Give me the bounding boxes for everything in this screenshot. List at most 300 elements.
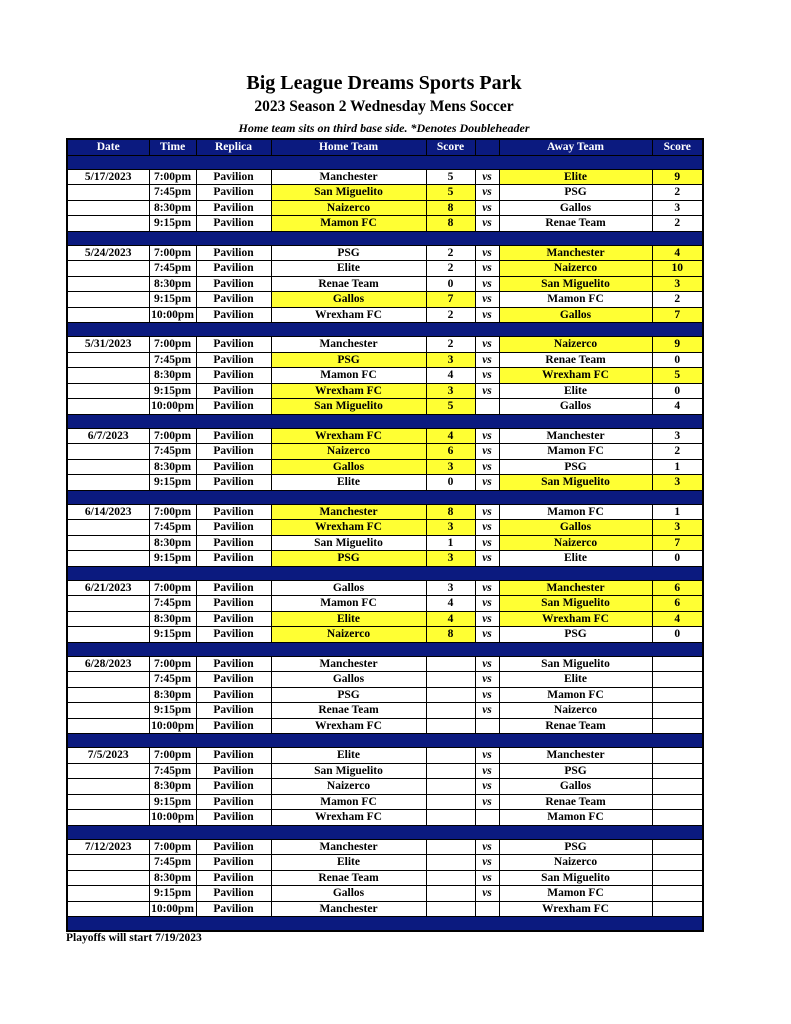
home-score [426,886,475,902]
versus-label: vs [475,870,499,886]
game-row [67,672,703,688]
separator-cell [499,734,652,748]
versus-label: vs [475,535,499,551]
separator-cell [652,917,703,932]
game-date [67,459,149,475]
away-team: Elite [499,383,652,399]
page-title: Big League Dreams Sports Park [246,72,522,94]
versus-label: vs [475,444,499,460]
home-team: PSG [271,352,426,368]
game-date [67,444,149,460]
away-score [652,901,703,917]
game-date [67,292,149,308]
versus-label: vs [475,520,499,536]
versus-label: vs [475,428,499,444]
separator-cell [652,231,703,245]
separator-cell [499,231,652,245]
game-field: Pavilion [196,504,271,520]
away-team: San Miguelito [499,656,652,672]
separator-cell [196,825,271,839]
game-date: 6/14/2023 [67,504,149,520]
game-row [67,656,703,672]
versus-label [475,399,499,415]
game-date [67,687,149,703]
game-time: 8:30pm [149,687,196,703]
game-date [67,383,149,399]
game-field: Pavilion [196,428,271,444]
separator-cell [652,490,703,504]
home-team: Wrexham FC [271,718,426,734]
away-score: 3 [652,520,703,536]
away-score: 5 [652,368,703,384]
game-row [67,718,703,734]
game-field: Pavilion [196,886,271,902]
game-date: 5/24/2023 [67,245,149,261]
game-time: 9:15pm [149,794,196,810]
game-field: Pavilion [196,596,271,612]
game-field: Pavilion [196,718,271,734]
away-team: Gallos [499,779,652,795]
home-score: 4 [426,368,475,384]
game-time: 8:30pm [149,200,196,216]
away-team: San Miguelito [499,475,652,491]
versus-label: vs [475,292,499,308]
home-team: San Miguelito [271,535,426,551]
home-score: 3 [426,352,475,368]
home-score: 5 [426,169,475,185]
home-team: San Miguelito [271,185,426,201]
game-date [67,611,149,627]
away-team: Manchester [499,428,652,444]
separator-cell [499,490,652,504]
week-separator [67,231,703,245]
home-score: 0 [426,276,475,292]
versus-label: vs [475,185,499,201]
separator-cell [426,825,475,839]
home-score: 8 [426,200,475,216]
home-team: Mamon FC [271,368,426,384]
game-time: 10:00pm [149,399,196,415]
versus-label: vs [475,886,499,902]
away-score [652,839,703,855]
home-team: Elite [271,261,426,277]
versus-label [475,810,499,826]
game-field: Pavilion [196,185,271,201]
game-date: 6/21/2023 [67,580,149,596]
game-row [67,337,703,353]
home-score: 4 [426,611,475,627]
versus-label: vs [475,352,499,368]
game-time: 7:00pm [149,839,196,855]
game-row [67,352,703,368]
game-date [67,627,149,643]
versus-label: vs [475,839,499,855]
away-team: Mamon FC [499,292,652,308]
game-field: Pavilion [196,352,271,368]
versus-label: vs [475,596,499,612]
game-time: 7:45pm [149,352,196,368]
game-row [67,475,703,491]
game-date [67,794,149,810]
game-time: 8:30pm [149,870,196,886]
week-separator [67,642,703,656]
header-vs [475,139,499,155]
game-field: Pavilion [196,292,271,308]
away-score: 4 [652,245,703,261]
game-field: Pavilion [196,444,271,460]
game-row [67,444,703,460]
separator-cell [652,414,703,428]
versus-label: vs [475,611,499,627]
game-time: 7:45pm [149,596,196,612]
away-score [652,870,703,886]
game-field: Pavilion [196,216,271,232]
away-score: 10 [652,261,703,277]
game-date [67,352,149,368]
away-team: Manchester [499,245,652,261]
game-row [67,368,703,384]
game-row [67,535,703,551]
game-field: Pavilion [196,535,271,551]
away-team: Mamon FC [499,810,652,826]
away-score: 1 [652,504,703,520]
home-team: Renae Team [271,703,426,719]
game-field: Pavilion [196,810,271,826]
versus-label: vs [475,672,499,688]
away-score: 2 [652,292,703,308]
home-team: Gallos [271,672,426,688]
game-field: Pavilion [196,627,271,643]
away-score: 9 [652,337,703,353]
separator-cell [271,566,426,580]
game-row [67,886,703,902]
away-score: 2 [652,185,703,201]
schedule-table [66,138,704,932]
away-team: PSG [499,763,652,779]
game-date [67,870,149,886]
home-team: PSG [271,245,426,261]
versus-label: vs [475,580,499,596]
game-time: 9:15pm [149,292,196,308]
home-score: 2 [426,261,475,277]
separator-cell [149,642,196,656]
separator-cell [196,323,271,337]
game-row [67,520,703,536]
separator-cell [475,825,499,839]
game-time: 9:15pm [149,551,196,567]
away-score [652,763,703,779]
versus-label: vs [475,337,499,353]
game-field: Pavilion [196,779,271,795]
game-field: Pavilion [196,748,271,764]
game-row [67,779,703,795]
game-time: 7:00pm [149,428,196,444]
away-score: 3 [652,200,703,216]
separator-cell [196,734,271,748]
separator-cell [149,323,196,337]
separator-cell [652,642,703,656]
away-team: PSG [499,185,652,201]
game-field: Pavilion [196,245,271,261]
game-row [67,810,703,826]
away-team: Renae Team [499,794,652,810]
game-field: Pavilion [196,839,271,855]
away-score: 3 [652,475,703,491]
home-score [426,901,475,917]
away-team: Renae Team [499,216,652,232]
home-score: 5 [426,185,475,201]
game-field: Pavilion [196,611,271,627]
game-row [67,292,703,308]
separator-cell [67,155,149,169]
game-date [67,551,149,567]
game-time: 8:30pm [149,368,196,384]
separator-cell [499,825,652,839]
game-date [67,261,149,277]
away-score: 3 [652,276,703,292]
home-team: Wrexham FC [271,428,426,444]
away-score: 3 [652,428,703,444]
game-time: 7:00pm [149,169,196,185]
game-time: 7:00pm [149,245,196,261]
home-score: 5 [426,399,475,415]
home-team: Gallos [271,886,426,902]
separator-cell [499,155,652,169]
away-team: San Miguelito [499,596,652,612]
game-field: Pavilion [196,261,271,277]
home-team: Naizerco [271,200,426,216]
game-field: Pavilion [196,337,271,353]
game-row [67,399,703,415]
game-time: 9:15pm [149,383,196,399]
away-score: 6 [652,596,703,612]
game-field: Pavilion [196,763,271,779]
game-row [67,627,703,643]
away-team: PSG [499,839,652,855]
home-team: San Miguelito [271,763,426,779]
home-team: Gallos [271,459,426,475]
game-time: 7:00pm [149,748,196,764]
away-team: Wrexham FC [499,368,652,384]
away-score: 6 [652,580,703,596]
header-row [67,139,703,155]
away-score: 0 [652,383,703,399]
game-field: Pavilion [196,200,271,216]
versus-label: vs [475,855,499,871]
game-date [67,672,149,688]
separator-cell [652,734,703,748]
home-score [426,870,475,886]
separator-cell [652,825,703,839]
game-date [67,901,149,917]
game-field: Pavilion [196,901,271,917]
game-row [67,839,703,855]
home-team: Naizerco [271,627,426,643]
game-date: 6/28/2023 [67,656,149,672]
game-date [67,475,149,491]
home-team: Wrexham FC [271,810,426,826]
away-team: Mamon FC [499,444,652,460]
home-team: Elite [271,855,426,871]
separator-cell [426,231,475,245]
versus-label: vs [475,169,499,185]
game-date [67,763,149,779]
away-score: 0 [652,352,703,368]
away-score [652,672,703,688]
home-score [426,839,475,855]
away-score: 4 [652,611,703,627]
header-home-score: Score [426,139,475,155]
game-row [67,169,703,185]
versus-label: vs [475,687,499,703]
away-team: Wrexham FC [499,611,652,627]
home-team: Mamon FC [271,216,426,232]
game-row [67,551,703,567]
separator-cell [196,642,271,656]
home-team: Renae Team [271,276,426,292]
separator-cell [499,642,652,656]
separator-cell [196,490,271,504]
home-score: 8 [426,504,475,520]
separator-cell [271,642,426,656]
away-team: Naizerco [499,855,652,871]
game-time: 9:15pm [149,886,196,902]
header-replica: Replica [196,139,271,155]
game-date [67,307,149,323]
separator-cell [271,917,426,932]
home-score: 7 [426,292,475,308]
game-field: Pavilion [196,687,271,703]
game-row [67,276,703,292]
game-time: 10:00pm [149,307,196,323]
home-score: 4 [426,428,475,444]
away-team: Mamon FC [499,687,652,703]
home-team: PSG [271,687,426,703]
away-score [652,718,703,734]
separator-cell [67,642,149,656]
home-team: Manchester [271,337,426,353]
game-field: Pavilion [196,475,271,491]
header-away-score: Score [652,139,703,155]
separator-cell [196,231,271,245]
away-score: 4 [652,399,703,415]
away-team: Gallos [499,399,652,415]
game-date: 7/5/2023 [67,748,149,764]
game-time: 7:00pm [149,580,196,596]
versus-label: vs [475,261,499,277]
separator-cell [149,231,196,245]
game-time: 8:30pm [149,611,196,627]
away-score [652,886,703,902]
game-field: Pavilion [196,169,271,185]
away-score [652,656,703,672]
game-field: Pavilion [196,855,271,871]
header-date: Date [67,139,149,155]
game-field: Pavilion [196,307,271,323]
home-team: Gallos [271,292,426,308]
away-score [652,703,703,719]
game-time: 7:45pm [149,672,196,688]
separator-cell [652,323,703,337]
game-field: Pavilion [196,580,271,596]
away-team: Mamon FC [499,504,652,520]
week-separator [67,414,703,428]
playoffs-note: Playoffs will start 7/19/2023 [66,932,202,944]
game-date [67,276,149,292]
versus-label: vs [475,368,499,384]
away-score [652,794,703,810]
home-team: Elite [271,748,426,764]
versus-label: vs [475,779,499,795]
game-row [67,870,703,886]
separator-cell [426,917,475,932]
game-date: 6/7/2023 [67,428,149,444]
home-score: 8 [426,216,475,232]
separator-cell [149,414,196,428]
game-time: 9:15pm [149,627,196,643]
away-team: Elite [499,169,652,185]
home-score [426,672,475,688]
separator-cell [426,566,475,580]
home-score: 6 [426,444,475,460]
home-score: 3 [426,383,475,399]
away-score [652,687,703,703]
away-score: 7 [652,307,703,323]
separator-cell [475,490,499,504]
home-score: 2 [426,245,475,261]
separator-cell [271,734,426,748]
separator-cell [475,917,499,932]
home-team: Manchester [271,839,426,855]
away-score: 2 [652,216,703,232]
game-time: 7:45pm [149,444,196,460]
home-team: Manchester [271,901,426,917]
versus-label: vs [475,200,499,216]
separator-cell [426,734,475,748]
game-date: 5/31/2023 [67,337,149,353]
game-date [67,200,149,216]
separator-cell [475,323,499,337]
game-date [67,779,149,795]
game-field: Pavilion [196,794,271,810]
game-time: 9:15pm [149,475,196,491]
game-time: 8:30pm [149,276,196,292]
header-time: Time [149,139,196,155]
away-score: 9 [652,169,703,185]
week-separator [67,917,703,932]
away-team: Manchester [499,580,652,596]
versus-label: vs [475,276,499,292]
home-score [426,779,475,795]
game-field: Pavilion [196,383,271,399]
home-team: Wrexham FC [271,520,426,536]
separator-cell [475,231,499,245]
game-time: 10:00pm [149,810,196,826]
game-field: Pavilion [196,672,271,688]
separator-cell [149,917,196,932]
game-date [67,596,149,612]
game-date [67,886,149,902]
game-row [67,185,703,201]
versus-label: vs [475,656,499,672]
home-team: Elite [271,475,426,491]
game-field: Pavilion [196,551,271,567]
game-date [67,855,149,871]
week-separator [67,825,703,839]
game-row [67,596,703,612]
separator-cell [196,566,271,580]
away-team: PSG [499,459,652,475]
